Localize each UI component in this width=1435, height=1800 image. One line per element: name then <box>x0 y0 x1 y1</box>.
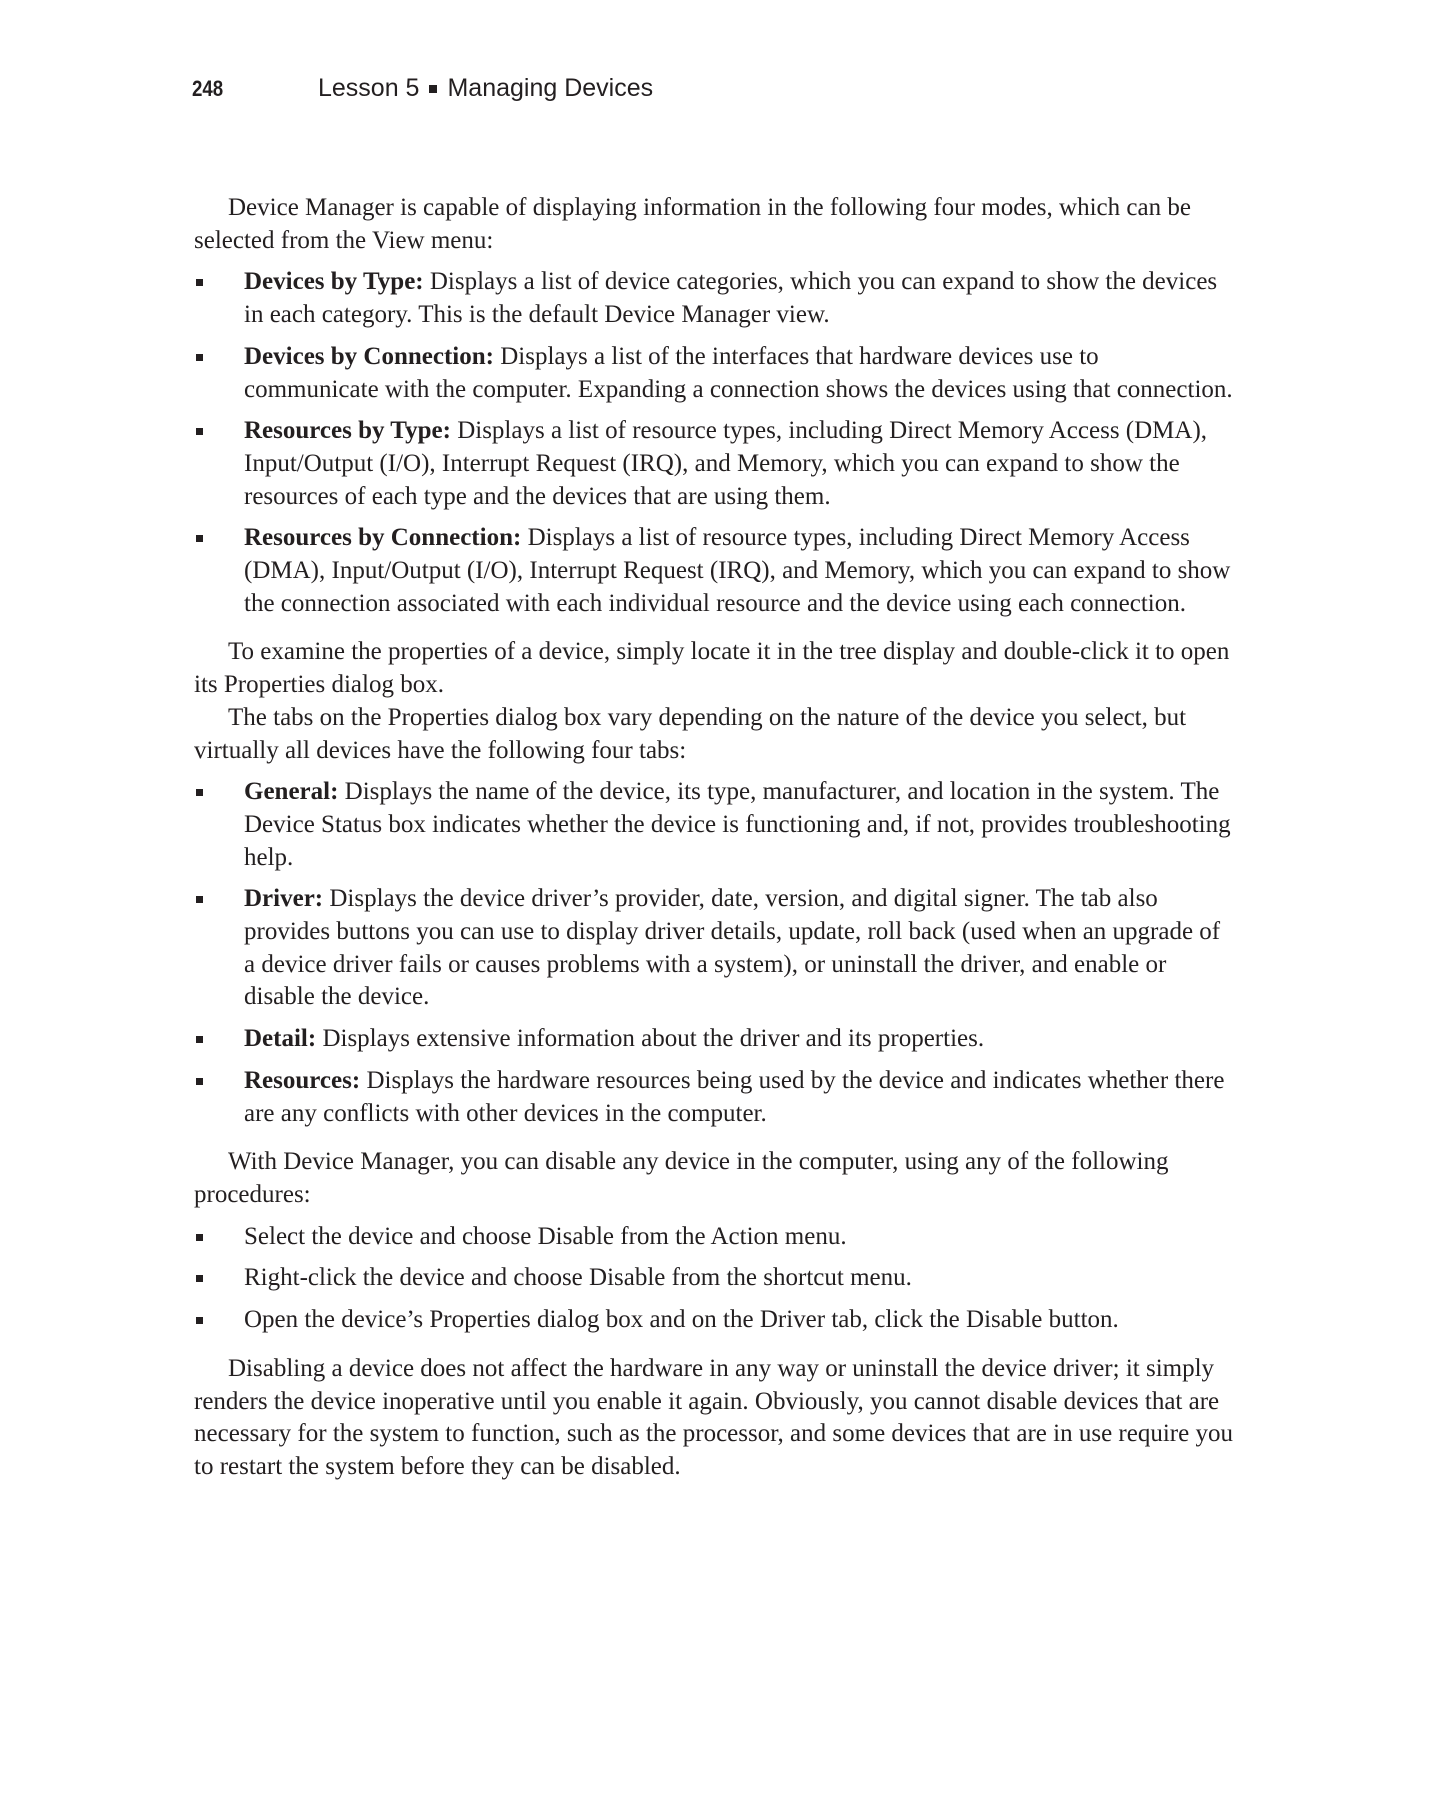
bullet-term: Resources by Type: <box>244 417 451 445</box>
body-text: Displays extensive information about the driver and its properties. <box>316 1025 985 1053</box>
body-text: Displays the name of the device, its type, manufacturer, and location in the system. The Device Status box indicates whether the device is functioning and, if not, provides troubleshooting help. <box>244 778 1231 871</box>
bullet-item <box>194 415 1236 513</box>
body-text: Displays a list of the interfaces that hardware devices use to communicate with the computer. Expanding a connection shows the devices using that connection. <box>244 342 1233 403</box>
bullet-term: General: <box>244 778 339 806</box>
body-text: Right-click the device and choose Disable from the shortcut menu. <box>244 1264 912 1292</box>
body-text: Displays a list of resource types, including Direct Memory Access (DMA), Input/Output (I/O), Interrupt Request (IRQ), and Memory, which you can expand to show the connection associated with each individual resource and the device using each connection. <box>244 524 1231 617</box>
paragraph <box>194 702 1236 767</box>
body-text: To examine the properties of a device, simply locate it in the tree display and double-click it to open its Properties dialog box. <box>194 638 1230 699</box>
bullet-term: Devices by Type: <box>244 268 424 296</box>
bullet-square-icon <box>196 1036 203 1043</box>
bullet-item <box>194 776 1236 874</box>
paragraph <box>194 636 1236 701</box>
bullet-square-icon <box>196 896 203 903</box>
bullet-square-icon <box>196 1317 203 1324</box>
running-header <box>318 74 653 103</box>
bullet-square-icon <box>196 279 203 286</box>
bullet-term: Resources: <box>244 1066 361 1094</box>
bullet-item <box>194 1065 1236 1130</box>
separator-square-icon <box>429 85 437 93</box>
body-text: The tabs on the Properties dialog box vary depending on the nature of the device you select, but virtually all devices have the following four tabs: <box>194 703 1187 764</box>
bullet-square-icon <box>196 535 203 542</box>
bullet-item <box>194 266 1236 331</box>
page-number: 248 <box>192 76 224 101</box>
bullet-item <box>194 522 1236 620</box>
body-text: With Device Manager, you can disable any device in the computer, using any of the following procedures: <box>194 1148 1169 1208</box>
body-text: Displays the hardware resources being used by the device and indicates whether there are any conflicts with other devices in the computer. <box>244 1066 1225 1127</box>
body-text: Displays the device driver’s provider, date, version, and digital signer. The tab also provides buttons you can use to display driver details, update, roll back (used when an upgrade of a device driver fails or causes problems with a system), or uninstall the driver, and enable or disable the device. <box>244 885 1221 1011</box>
bullet-term: Driver: <box>244 885 324 913</box>
body-text: Select the device and choose Disable from the Action menu. <box>244 1222 847 1250</box>
bullet-square-icon <box>196 1275 203 1282</box>
bullet-item <box>194 1023 1236 1056</box>
bullet-square-icon <box>196 789 203 796</box>
lesson-label: Lesson 5 <box>318 74 420 102</box>
bullet-term: Detail: <box>244 1025 317 1053</box>
bullet-square-icon <box>196 1078 203 1085</box>
body-text: Disabling a device does not affect the hardware in any way or uninstall the device driver; it simply renders the device inoperative until you enable it again. Obviously, you cannot disable devices that are necessary for the system to function, such as the processor, and some devices that are in use require you to restart the system before they can be disabled. <box>194 1354 1233 1480</box>
body-content <box>194 192 1236 1484</box>
bullet-item <box>194 883 1236 1014</box>
bullet-square-icon <box>196 354 203 361</box>
bullet-square-icon <box>196 1234 203 1241</box>
bullet-item <box>194 341 1236 406</box>
body-text: Open the device’s Properties dialog box and on the Driver tab, click the Disable button. <box>244 1306 1119 1334</box>
bullet-item <box>194 1221 1236 1254</box>
bullet-item <box>194 1262 1236 1295</box>
paragraph <box>194 1146 1236 1211</box>
body-text: Displays a list of resource types, including Direct Memory Access (DMA), Input/Output (I/O), Interrupt Request (IRQ), and Memory, which you can expand to show the resources of each type and the devices that are using them. <box>244 417 1208 510</box>
bullet-item <box>194 1304 1236 1337</box>
bullet-square-icon <box>196 428 203 435</box>
paragraph <box>194 192 1236 257</box>
body-text: Displays a list of device categories, which you can expand to show the devices in each category. This is the default Device Manager view. <box>244 268 1218 329</box>
bullet-term: Devices by Connection: <box>244 342 494 370</box>
bullet-term: Resources by Connection: <box>244 524 522 552</box>
paragraph <box>194 1353 1236 1484</box>
body-text: Device Manager is capable of displaying information in the following four modes, which can be selected from the View menu: <box>194 194 1191 254</box>
chapter-title: Managing Devices <box>447 74 654 102</box>
